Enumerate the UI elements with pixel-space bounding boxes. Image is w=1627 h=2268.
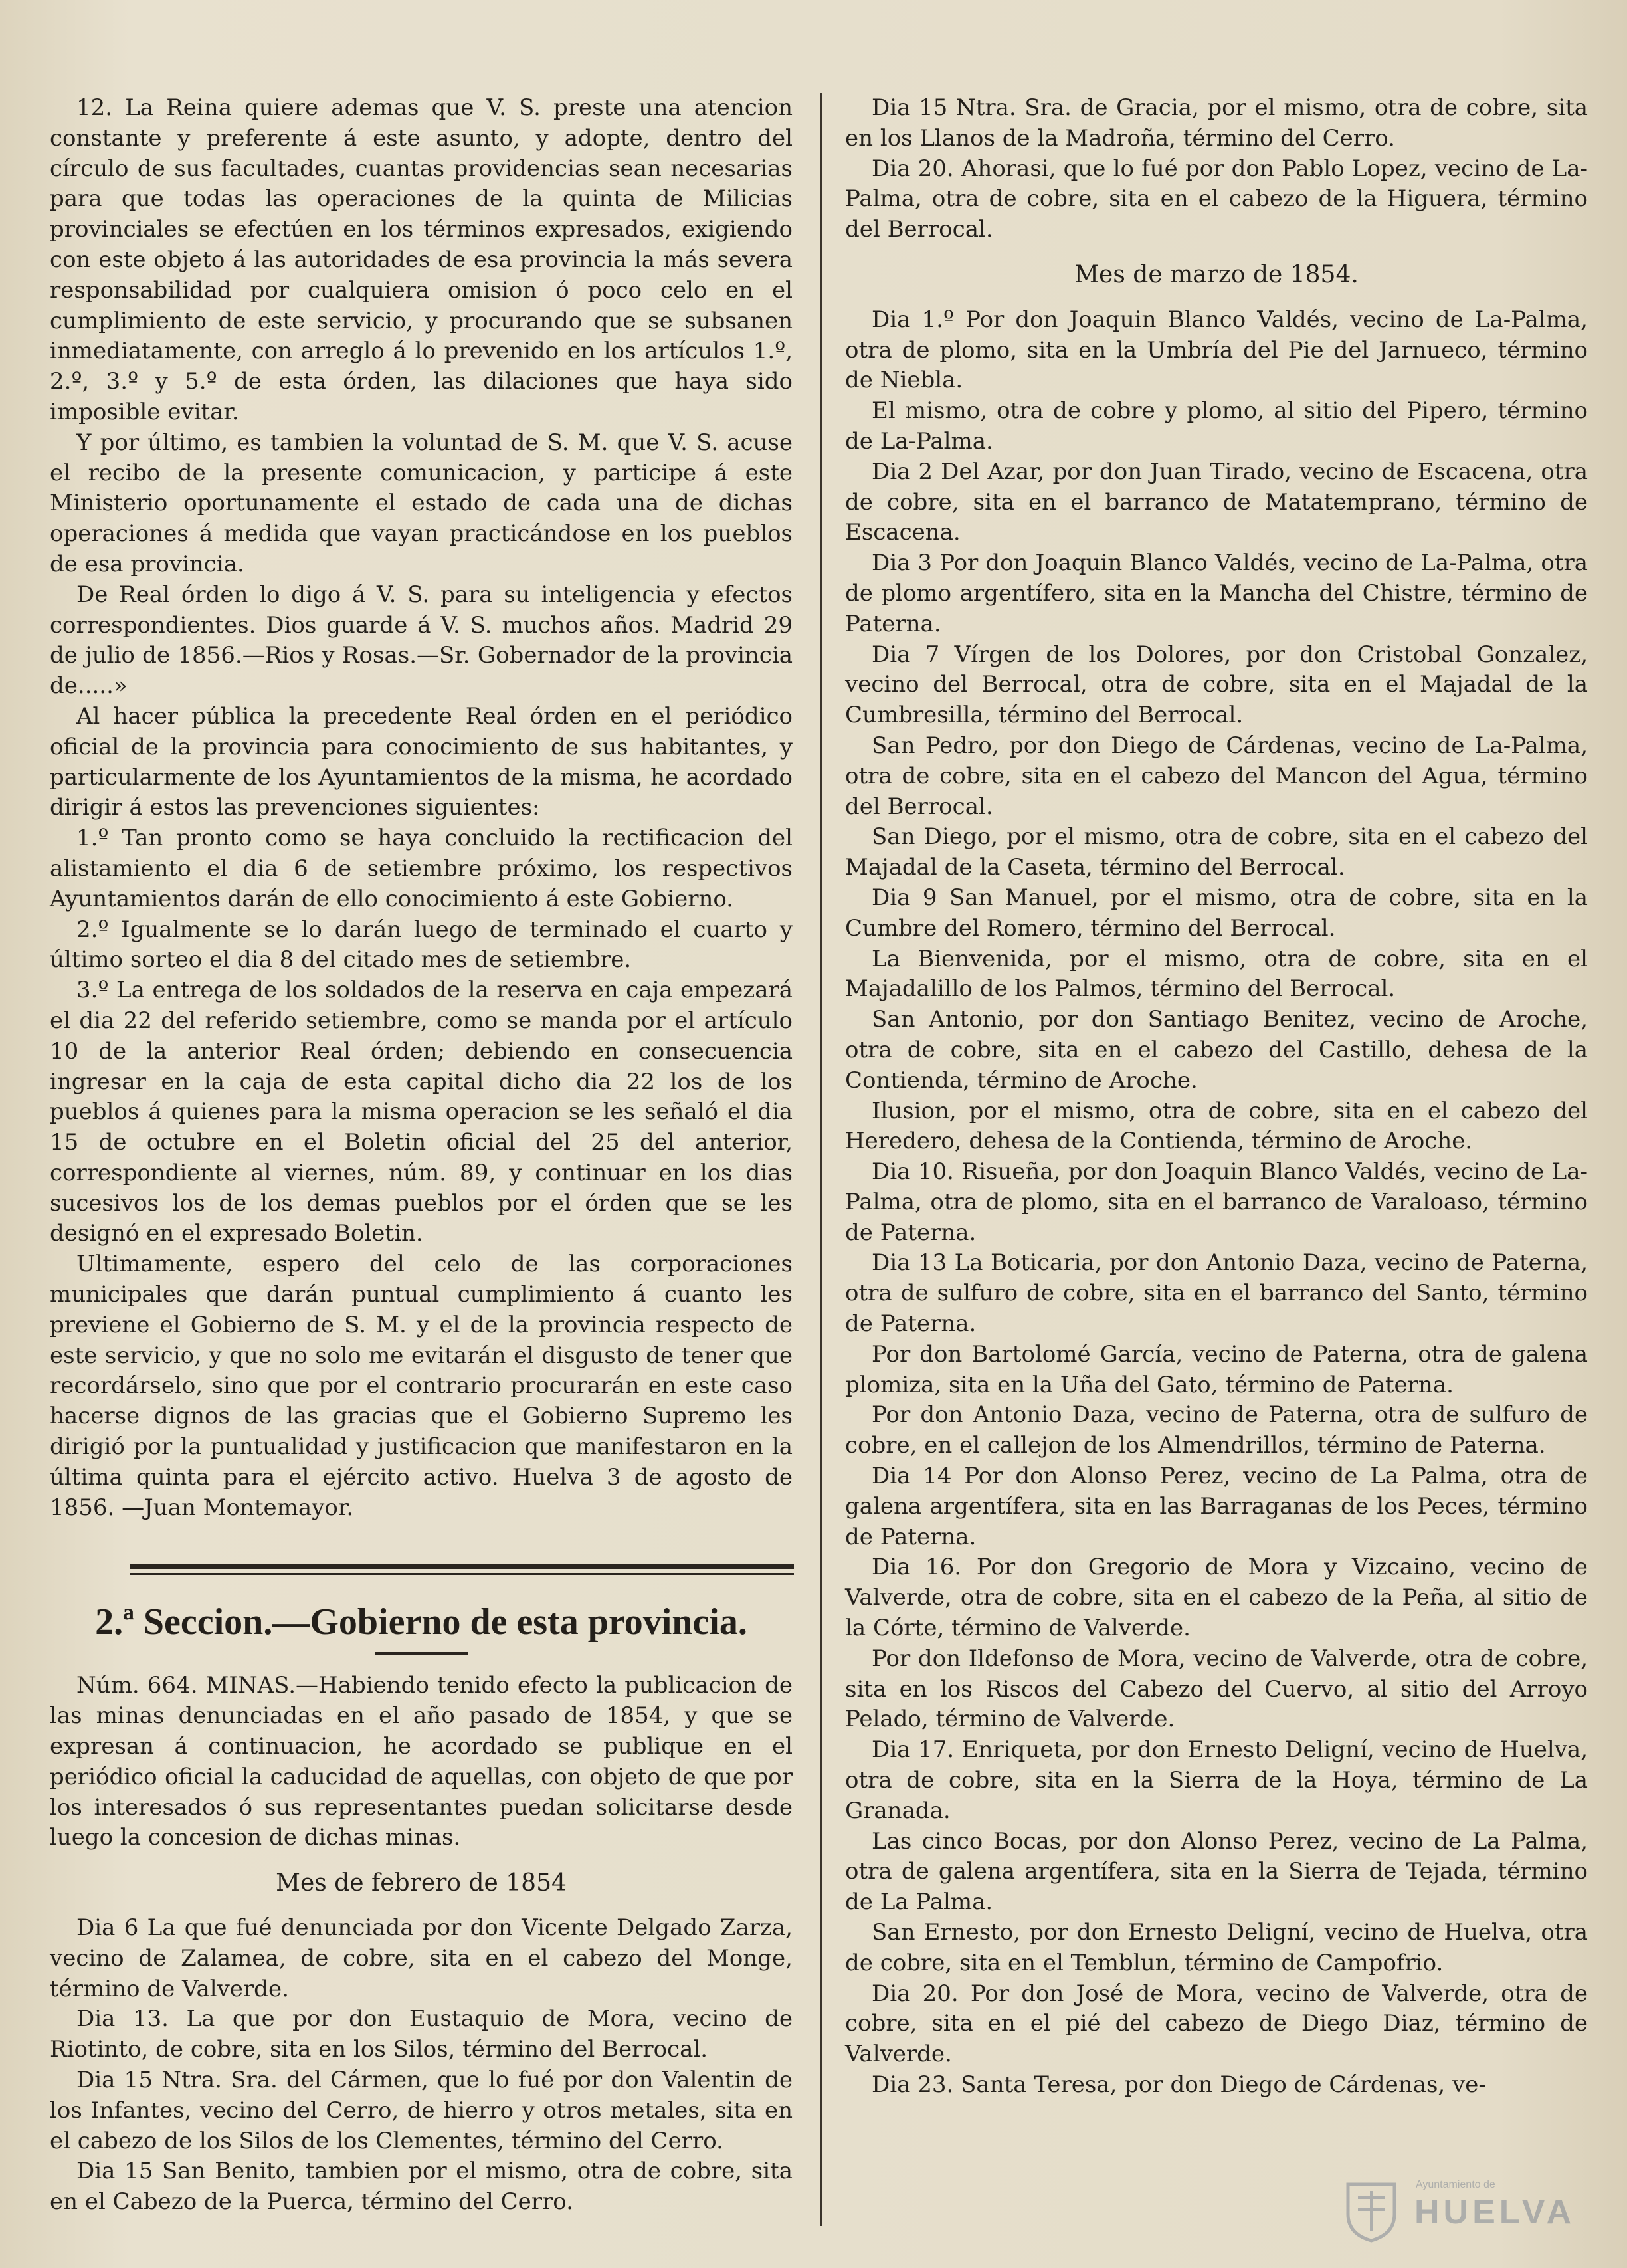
mine-entry: Ilusion, por el mismo, otra de cobre, sita en el cabezo del Heredero, dehesa de la Contienda, término de Aroche.: [845, 1097, 1588, 1155]
paragraph-item-2: 2.º Igualmente se lo darán luego de terminado el cuarto y último sorteo el dia 8 del citado mes de setiembre.: [50, 916, 793, 974]
mine-entry: Dia 20. Por don José de Mora, vecino de Valverde, otra de cobre, sita en el pié del cabezo de Diego Diaz, término de Valverde.: [845, 1980, 1588, 2068]
column-divider: [820, 93, 822, 2226]
mine-entry: San Ernesto, por don Ernesto Deligní, vecino de Huelva, otra de cobre, sita en el Temblun, término de Campofrio.: [845, 1919, 1588, 1976]
mine-entry: Dia 7 Vírgen de los Dolores, por don Cristobal Gonzalez, vecino del Berrocal, otra de cobre, sita en el Majadal de la Cumbresilla, término del Berrocal.: [845, 641, 1588, 729]
section-title: 2.ª Seccion.—Gobierno de esta provincia.: [95, 1601, 747, 1643]
paragraph-item-1: 1.º Tan pronto como se haya concluido la rectificacion del alistamiento el dia 6 de setiembre próximo, los respectivos Ayuntamientos darán de ello conocimiento á este Gobierno.: [50, 825, 793, 912]
mine-entry: Dia 13 La Boticaria, por don Antonio Daza, vecino de Paterna, otra de sulfuro de cobre, sita en el barranco del Santo, término de Paterna.: [845, 1249, 1588, 1338]
month-heading-march: Mes de marzo de 1854.: [1074, 260, 1359, 288]
month-heading-february: Mes de febrero de 1854: [276, 1869, 567, 1897]
mine-entry: Dia 2 Del Azar, por don Juan Tirado, vecino de Escacena, otra de cobre, sita en el barranco de Matatemprano, término de Escacena.: [845, 458, 1588, 546]
coat-of-arms-icon: [1341, 2178, 1401, 2244]
mine-entry: Dia 13. La que por don Eustaquio de Mora, vecino de Riotinto, de cobre, sita en los Silos, término del Berrocal.: [50, 2006, 793, 2063]
mine-entry: Dia 9 San Manuel, por el mismo, otra de cobre, sita en la Cumbre del Romero, término del Berrocal.: [845, 884, 1588, 942]
archive-watermark: [1341, 2175, 1587, 2248]
mine-entry: Dia 15 Ntra. Sra. de Gracia, por el mismo, otra de cobre, sita en los Llanos de la Madroña, término del Cerro.: [845, 94, 1588, 152]
mine-entry: Dia 16. Por don Gregorio de Mora y Vizcaino, vecino de Valverde, otra de cobre, sita en el cabezo de la Peña, al sitio de la Córte, término de Valverde.: [845, 1554, 1588, 1642]
paragraph-item-3: 3.º La entrega de los soldados de la reserva en caja empezará el dia 22 del referido setiembre, como se manda por el artículo 10 de la anterior Real órden; debiendo en consecuencia ingresar en la caja de esta capital dicho dia 22 los de los pueblos á quienes para la misma operacion se les señaló el dia 15 de octubre en el Boletin oficial del 25 del anterior, correspondiente al viernes, núm. 89, y continuar en los dias sucesivos los de los demas pueblos por el órden que se les designó en el expresado Boletin.: [50, 977, 793, 1247]
mine-entry: San Pedro, por don Diego de Cárdenas, vecino de La-Palma, otra de cobre, sita en el cabezo del Mancon del Agua, término del Berrocal.: [845, 732, 1588, 820]
mine-entry: Dia 15 Ntra. Sra. del Cármen, que lo fué por don Valentin de los Infantes, vecino del Cerro, de hierro y otros metales, sita en el cabezo de los Silos de los Clementes, término del Cerro.: [50, 2067, 793, 2154]
mine-entry: Dia 1.º Por don Joaquin Blanco Valdés, vecino de La-Palma, otra de plomo, sita en la Umbría del Pie del Jarnueco, término de Niebla.: [845, 306, 1588, 394]
paragraph-12: 12. La Reina quiere ademas que V. S. preste una atencion constante y preferente á este asunto, y adopte, dentro del círculo de sus facultades, cuantas providencias sean necesarias para que todas las operaciones de la quinta de Milicias provinciales se efectúen en los términos expresados, exigiendo con este objeto á las autoridades de esa provincia la más severa responsabilidad por cualquiera omision ó poco celo en el cumplimiento de este servicio, y procurando que se subsanen inmediatamente, con arreglo á lo prevenido en los artículos 1.º, 2.º, 3.º y 5.º de esta órden, las dilaciones que haya sido imposible evitar.: [50, 94, 793, 425]
left-column: [50, 93, 793, 2217]
mine-entry: El mismo, otra de cobre y plomo, al sitio del Pipero, término de La-Palma.: [845, 397, 1588, 455]
paragraph-acuse: Y por último, es tambien la voluntad de S. M. que V. S. acuse el recibo de la presente comunicacion, y participe á este Ministerio oportunamente el estado de cada una de dichas operaciones á medida que vayan practicándose en los pueblos de esa provincia.: [50, 429, 793, 577]
paragraph-ultimamente: Ultimamente, espero del celo de las corporaciones municipales que darán puntual cumplimiento á cuanto les previene el Gobierno de S. M. y el de la provincia respecto de este servicio, y que no solo me evitarán el disgusto de tener que recordárselo, sino que por el contrario procurarán en este caso hacerse dignos de las gracias que el Gobierno Supremo les dirigió por la puntualidad y justificacion que manifestaron en la última quinta para el ejército activo. Huelva 3 de agosto de 1856. —Juan Montemayor.: [50, 1251, 793, 1521]
section-divider-thick: [130, 1564, 794, 1569]
mine-entry: Por don Bartolomé García, vecino de Paterna, otra de galena plomiza, sita en la Uña del Gato, término de Paterna.: [845, 1340, 1588, 1398]
paragraph-prevenciones: Al hacer pública la precedente Real órden en el periódico oficial de la provincia para conocimiento de sus habitantes, y particularmente de los Ayuntamientos de la misma, he acordado dirigir á estos las prevenciones siguientes:: [50, 702, 793, 821]
right-column: [845, 93, 1588, 2101]
mine-entry: Dia 10. Risueña, por don Joaquin Blanco Valdés, vecino de La-Palma, otra de plomo, sita en el barranco de Varaloaso, término de Paterna.: [845, 1158, 1588, 1246]
mine-entry: Dia 15 San Benito, tambien por el mismo, otra de cobre, sita en el Cabezo de la Puerca, término del Cerro.: [50, 2158, 793, 2216]
mine-entry: Dia 3 Por don Joaquin Blanco Valdés, vecino de La-Palma, otra de plomo argentífero, sita en la Mancha del Chistre, término de Paterna.: [845, 550, 1588, 637]
section-divider-thin: [130, 1573, 794, 1575]
mine-entry: Dia 6 La que fué denunciada por don Vicente Delgado Zarza, vecino de Zalamea, de cobre, sita en el cabezo del Monge, término de Valverde.: [50, 1914, 793, 2002]
mine-entry: San Diego, por el mismo, otra de cobre, sita en el cabezo del Majadal de la Caseta, término del Berrocal.: [845, 823, 1588, 881]
mine-entry: Dia 23. Santa Teresa, por don Diego de Cárdenas, ve-: [872, 2071, 1486, 2098]
paragraph-real-orden: De Real órden lo digo á V. S. para su inteligencia y efectos correspondientes. Dios guarde á V. S. muchos años. Madrid 29 de julio de 1856.—Rios y Rosas.—Sr. Gobernador de la provincia de.....»: [50, 581, 793, 700]
mine-entry: Dia 17. Enriqueta, por don Ernesto Deligní, vecino de Huelva, otra de cobre, sita en la Sierra de la Hoya, término de La Granada.: [845, 1736, 1588, 1824]
paragraph-minas: Núm. 664. MINAS.—Habiendo tenido efecto la publicacion de las minas denunciadas en el año pasado de 1854, y que se expresan á continuacion, he acordado se publique en el periódico oficial la caducidad de aquellas, con objeto de que por los interesados ó sus representantes puedan solicitarse desde luego la concesion de dichas minas.: [50, 1672, 793, 1851]
mine-entry: Dia 20. Ahorasi, que lo fué por don Pablo Lopez, vecino de La-Palma, otra de cobre, sita en el cabezo de la Higuera, término del Berrocal.: [845, 155, 1588, 243]
mine-entry: San Antonio, por don Santiago Benitez, vecino de Aroche, otra de cobre, sita en el cabezo del Castillo, dehesa de la Contienda, término de Aroche.: [845, 1006, 1588, 1094]
mine-entry: Dia 14 Por don Alonso Perez, vecino de La Palma, otra de galena argentífera, sita en las Barraganas de los Peces, término de Paterna.: [845, 1463, 1588, 1550]
title-underline: [375, 1652, 468, 1655]
mine-entry: La Bienvenida, por el mismo, otra de cobre, sita en el Majadalillo de los Palmos, término del Berrocal.: [845, 945, 1588, 1003]
watermark-subtitle: Ayuntamiento de: [1416, 2179, 1495, 2190]
mine-entry: Las cinco Bocas, por don Alonso Perez, vecino de La Palma, otra de galena argentífera, sita en la Sierra de Tejada, término de La Palma.: [845, 1827, 1588, 1916]
watermark-name: HUELVA: [1414, 2193, 1576, 2231]
mine-entry: Por don Ildefonso de Mora, vecino de Valverde, otra de cobre, sita en los Riscos del Cabezo del Cuervo, al sitio del Arroyo Pelado, término de Valverde.: [845, 1645, 1588, 1733]
mine-entry: Por don Antonio Daza, vecino de Paterna, otra de sulfuro de cobre, en el callejon de los Almendrillos, término de Paterna.: [845, 1401, 1588, 1459]
